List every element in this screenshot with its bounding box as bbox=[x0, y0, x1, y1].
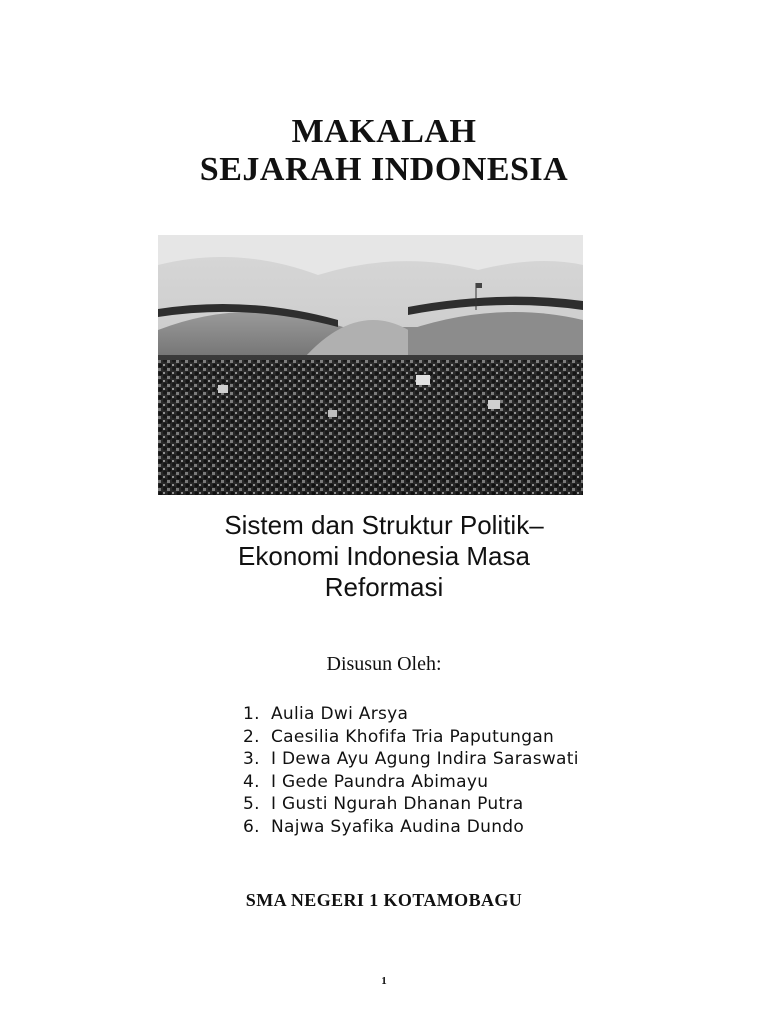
list-number: 6. bbox=[243, 816, 260, 837]
list-number: 2. bbox=[243, 726, 260, 747]
author-list bbox=[243, 703, 579, 838]
author-name: I Gusti Ngurah Dhanan Putra bbox=[271, 794, 524, 814]
title-line-1: MAKALAH bbox=[291, 113, 477, 150]
list-number: 5. bbox=[243, 794, 260, 814]
prepared-by-label: Disusun Oleh: bbox=[326, 653, 442, 675]
author-name: Aulia Dwi Arsya bbox=[271, 704, 409, 724]
author-name: I Dewa Ayu Agung Indira Saraswati bbox=[271, 749, 579, 769]
list-item bbox=[243, 726, 579, 749]
list-item bbox=[243, 748, 579, 771]
list-item bbox=[243, 816, 579, 839]
list-number: 3. bbox=[243, 749, 260, 769]
subtitle bbox=[0, 510, 768, 603]
page-number: 1 bbox=[381, 975, 387, 987]
author-name: Caesilia Khofifa Tria Paputungan bbox=[271, 726, 555, 747]
subtitle-line-1: Sistem dan Struktur Politik– bbox=[224, 510, 544, 540]
list-item bbox=[243, 703, 579, 726]
list-item bbox=[243, 793, 579, 816]
subtitle-line-3: Reformasi bbox=[324, 572, 444, 602]
title-line-2: SEJARAH INDONESIA bbox=[199, 151, 569, 188]
school-name: SMA NEGERI 1 KOTAMOBAGU bbox=[245, 890, 523, 910]
subtitle-line-2: Ekonomi Indonesia Masa bbox=[238, 541, 530, 571]
crowd-on-parliament-dome-photo bbox=[158, 235, 583, 495]
list-item bbox=[243, 771, 579, 794]
list-number: 4. bbox=[243, 771, 260, 792]
author-name: Najwa Syafika Audina Dundo bbox=[271, 816, 525, 837]
list-number: 1. bbox=[243, 704, 260, 724]
cover-photo bbox=[158, 235, 583, 495]
author-name: I Gede Paundra Abimayu bbox=[271, 771, 489, 792]
